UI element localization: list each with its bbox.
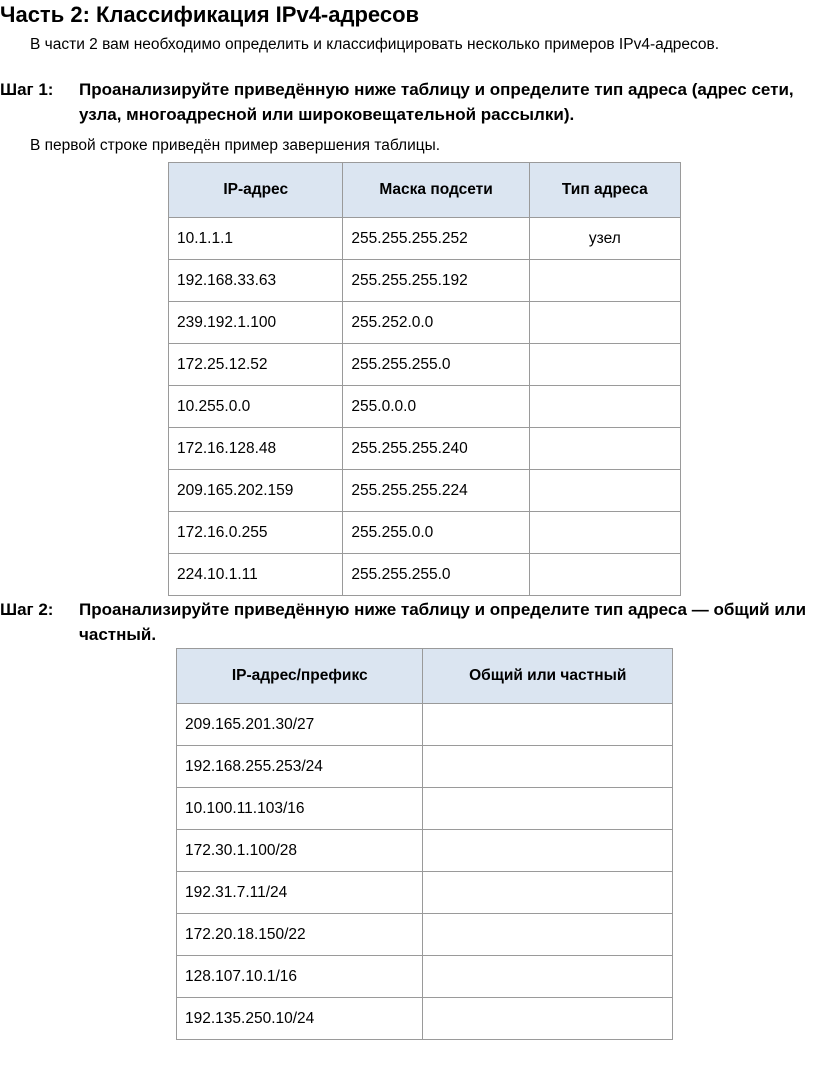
table-row (169, 386, 681, 428)
table-row (177, 788, 673, 830)
mask-cell: 255.255.255.192 (343, 260, 529, 302)
ip-cell: 172.16.0.255 (169, 512, 343, 554)
public-private-cell[interactable] (423, 956, 673, 998)
type-cell[interactable] (529, 470, 680, 512)
column-header-mask: Маска подсети (343, 163, 529, 218)
mask-cell: 255.255.255.252 (343, 218, 529, 260)
table-row (169, 218, 681, 260)
ip-prefix-cell: 192.31.7.11/24 (177, 872, 423, 914)
column-header-type: Тип адреса (529, 163, 680, 218)
table-header-row (169, 163, 681, 218)
table-row (177, 956, 673, 998)
public-private-cell[interactable] (423, 914, 673, 956)
table-header-row (177, 649, 673, 704)
table-row (177, 914, 673, 956)
ip-prefix-cell: 192.168.255.253/24 (177, 746, 423, 788)
mask-cell: 255.252.0.0 (343, 302, 529, 344)
ip-cell: 172.25.12.52 (169, 344, 343, 386)
table-row (169, 260, 681, 302)
ip-prefix-cell: 128.107.10.1/16 (177, 956, 423, 998)
table-row (177, 830, 673, 872)
public-private-cell[interactable] (423, 998, 673, 1040)
table-row (169, 554, 681, 596)
table-row (169, 512, 681, 554)
mask-cell: 255.255.255.224 (343, 470, 529, 512)
public-private-cell[interactable] (423, 746, 673, 788)
mask-cell: 255.0.0.0 (343, 386, 529, 428)
table-row (177, 704, 673, 746)
table-row (177, 746, 673, 788)
column-header-public-private: Общий или частный (423, 649, 673, 704)
public-private-cell[interactable] (423, 872, 673, 914)
type-cell[interactable] (529, 260, 680, 302)
ip-prefix-cell: 209.165.201.30/27 (177, 704, 423, 746)
ip-cell: 172.16.128.48 (169, 428, 343, 470)
ip-cell: 224.10.1.11 (169, 554, 343, 596)
public-private-cell[interactable] (423, 788, 673, 830)
table-row (169, 344, 681, 386)
column-header-ip-prefix: IP-адрес/префикс (177, 649, 423, 704)
type-cell[interactable] (529, 344, 680, 386)
mask-cell: 255.255.0.0 (343, 512, 529, 554)
table-row (169, 470, 681, 512)
type-cell[interactable] (529, 428, 680, 470)
table-row (177, 998, 673, 1040)
step-1-number: Шаг 1: (0, 80, 54, 99)
part-title: Часть 2: Классификация IPv4-адресов (0, 2, 420, 27)
mask-cell: 255.255.255.0 (343, 554, 529, 596)
step-1-text: Проанализируйте приведённую ниже таблицу и определите тип адреса (адрес сети, узла, многоадресной или широковещательной рассылки). (79, 80, 794, 124)
ip-prefix-cell: 172.30.1.100/28 (177, 830, 423, 872)
mask-cell: 255.255.255.0 (343, 344, 529, 386)
type-cell[interactable]: узел (529, 218, 680, 260)
ip-cell: 239.192.1.100 (169, 302, 343, 344)
public-private-cell[interactable] (423, 830, 673, 872)
type-cell[interactable] (529, 386, 680, 428)
mask-cell: 255.255.255.240 (343, 428, 529, 470)
column-header-ip: IP-адрес (169, 163, 343, 218)
ip-cell: 192.168.33.63 (169, 260, 343, 302)
type-cell[interactable] (529, 512, 680, 554)
table-row (169, 302, 681, 344)
table-row (177, 872, 673, 914)
ip-prefix-cell: 172.20.18.150/22 (177, 914, 423, 956)
address-type-table (168, 162, 681, 596)
ip-prefix-cell: 192.135.250.10/24 (177, 998, 423, 1040)
ip-cell: 10.255.0.0 (169, 386, 343, 428)
ip-prefix-cell: 10.100.11.103/16 (177, 788, 423, 830)
type-cell[interactable] (529, 554, 680, 596)
public-private-table (176, 648, 673, 1040)
table-row (169, 428, 681, 470)
ip-cell: 10.1.1.1 (169, 218, 343, 260)
type-cell[interactable] (529, 302, 680, 344)
intro-text: В части 2 вам необходимо определить и классифицировать несколько примеров IPv4-адресов. (30, 36, 720, 53)
step-2-text: Проанализируйте приведённую ниже таблицу и определите тип адреса — общий или частный. (79, 600, 807, 644)
step-2-number: Шаг 2: (0, 600, 54, 619)
ip-cell: 209.165.202.159 (169, 470, 343, 512)
example-note: В первой строке приведён пример завершения таблицы. (30, 137, 441, 154)
public-private-cell[interactable] (423, 704, 673, 746)
